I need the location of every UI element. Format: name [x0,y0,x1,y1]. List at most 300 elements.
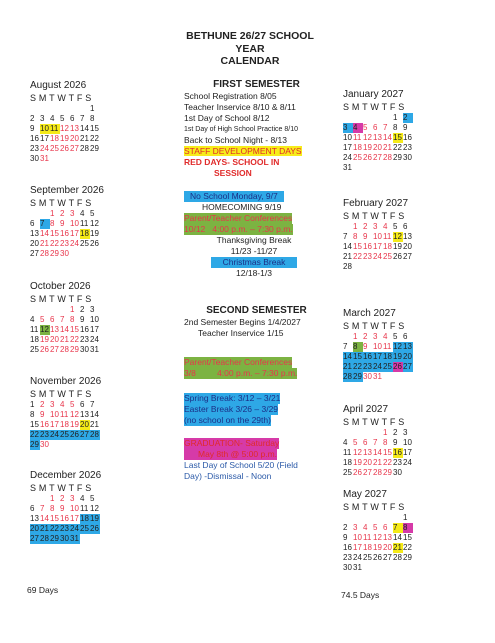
day-cell: 29 [403,553,412,562]
day-cell: 25 [80,239,89,248]
day-cell: 19 [90,229,99,238]
day-cell: 15 [90,124,99,133]
day-cell: 18 [353,143,362,152]
week-row [30,239,104,249]
day-cell: 5 [393,222,398,231]
day-cell: 28 [60,345,69,354]
week-row [30,134,100,144]
week-row [343,232,413,242]
day-cell: 20 [383,543,392,552]
second-semester-heading: SECOND SEMESTER [206,305,307,316]
day-cell: 22 [383,458,392,467]
day-cell: 18 [80,229,89,238]
day-cell: 5 [90,494,95,503]
day-cell: 13 [363,448,372,457]
day-cell: 23 [393,458,402,467]
day-cell: 14 [90,410,99,419]
day-cell: 24 [373,252,382,261]
day-cell: 4 [383,332,388,341]
day-cell: 9 [40,410,45,419]
day-cell: 13 [403,342,412,351]
day-cell: 14 [373,448,382,457]
day-cell: 25 [50,144,59,153]
day-cell: 2 [343,523,348,532]
week-row [343,372,413,382]
day-cell: 26 [60,144,69,153]
day-cell: 1 [353,222,358,231]
day-cell: 17 [353,543,362,552]
day-cell: 2 [363,332,368,341]
day-cell: 4 [383,222,388,231]
day-cell: 4 [60,400,65,409]
day-cell: 5 [363,123,368,132]
day-cell: 3 [90,305,95,314]
day-cell: 14 [80,124,89,133]
day-cell: 18 [80,514,89,523]
day-cell: 18 [383,242,392,251]
day-cell: 17 [50,420,59,429]
day-cell: 22 [90,134,99,143]
day-cell: 11 [80,219,89,228]
day-cell: 16 [403,133,412,142]
day-cell: 23 [80,335,89,344]
day-cell: 10 [403,438,412,447]
day-cell: 27 [403,252,412,261]
day-cell: 28 [80,144,89,153]
day-cell: 5 [60,114,65,123]
day-cell: 18 [30,335,39,344]
day-cell: 3 [40,114,45,123]
day-cell: 2 [60,494,65,503]
day-cell: 4 [30,315,35,324]
day-cell: 5 [40,315,45,324]
day-cell: 22 [50,239,59,248]
day-cell: 21 [60,335,69,344]
day-cell: 25 [353,153,362,162]
week-row [30,440,101,450]
day-cell: 8 [353,342,363,352]
day-cell: 6 [70,114,75,123]
day-cell: 27 [373,153,382,162]
day-cell: 2 [40,400,45,409]
day-cell: 2 [403,113,413,123]
day-cell: 17 [40,134,49,143]
week-row [30,345,100,355]
day-cell: 28 [383,153,392,162]
day-cell: 23 [343,553,352,562]
day-cell: 1 [403,513,408,522]
week-row [30,430,101,440]
day-cell: 8 [30,410,35,419]
thanksgiving-text: Thanksgiving Break [216,235,292,245]
weekday-header: S M T W T F S [30,389,92,399]
week-row [30,305,100,315]
month-january-2027 [343,88,413,173]
week-row [343,448,413,458]
week-row [343,332,413,342]
day-cell: 21 [343,362,352,371]
no-school-label: No School Monday, 9/7 [184,191,284,202]
day-cell: 7 [40,219,50,229]
day-cell: 17 [70,514,79,523]
spring-break-label: Spring Break: 3/12 – 3/21 [184,393,281,403]
day-cell: 19 [60,134,69,143]
day-cell: 22 [403,543,412,552]
week-row [30,249,104,259]
day-cell: 12 [90,504,99,513]
day-cell: 8 [393,123,398,132]
day-cell: 10 [40,124,49,133]
day-cell: 26 [393,362,402,371]
day-cell: 30 [403,153,412,162]
day-cell: 14 [383,133,392,142]
day-cell: 31 [373,372,382,381]
day-cell: 29 [90,144,99,153]
day-cell: 20 [80,420,89,429]
day-cell: 10 [343,133,352,142]
day-cell: 30 [363,372,372,381]
week-row [343,533,413,543]
day-cell: 4 [363,523,368,532]
week-row [343,342,413,352]
day-cell: 1 [90,104,95,113]
day-cell: 19 [70,420,79,429]
day-cell: 15 [393,133,402,142]
day-cell: 7 [393,523,403,533]
high-school-practice-text: 1st Day of High School Practice 8/10 [184,126,299,133]
day-cell: 2 [80,305,85,314]
day-cell: 12 [60,124,69,133]
day-cell: 16 [80,325,89,334]
day-cell: 6 [383,523,388,532]
day-cell: 25 [383,252,392,261]
week-row [343,523,413,533]
day-cell: 9 [363,342,368,351]
day-cell: 21 [393,543,402,552]
day-cell: 28 [343,372,352,381]
week-row [343,362,413,372]
day-cell: 26 [40,345,49,354]
day-cell: 23 [363,362,372,371]
day-cell: 21 [80,134,89,143]
session-label: SESSION [214,168,252,178]
conference-date-1: 10/12 4:00 p.m. – 7:30 p.m. [184,224,293,234]
month-name: April 2027 [343,404,389,415]
semester-begins-text: 2nd Semester Begins 1/4/2027 [184,317,301,327]
first-semester-heading: FIRST SEMESTER [213,79,300,90]
day-cell: 20 [373,143,382,152]
day-cell: 18 [343,458,352,467]
day-cell: 21 [40,524,49,533]
day-cell: 30 [393,468,402,477]
conference-date-2: 3/8 4:00 p.m. – 7:30 p.m. [184,368,298,378]
day-cell: 11 [343,448,352,457]
day-cell: 12 [353,448,362,457]
week-row [343,553,413,563]
no-school-29-label: (no school on the 29th) [184,415,271,425]
day-cell: 3 [403,428,408,437]
week-row [343,242,413,252]
day-cell: 22 [353,362,362,371]
day-cell: 10 [373,342,382,351]
graduation-label-1: GRADUATION- Saturday [184,438,280,448]
day-cell: 7 [80,114,85,123]
day-cell: 27 [383,553,392,562]
month-december-2026 [30,469,101,544]
day-cell: 8 [383,438,388,447]
month-september-2026 [30,184,104,259]
day-cell: 26 [90,524,99,533]
day-cell: 8 [70,315,75,324]
day-cell: 5 [90,209,95,218]
day-cell: 19 [393,242,402,251]
week-row [343,113,413,123]
day-cell: 19 [373,543,382,552]
week-row [30,534,101,544]
day-cell: 29 [393,153,402,162]
day-cell: 8 [50,504,55,513]
day-cell: 8 [403,523,413,533]
month-name: March 2027 [343,308,396,319]
day-cell: 1 [70,305,75,314]
day-cell: 24 [343,153,352,162]
day-cell: 10 [70,219,79,228]
day-cell: 6 [30,504,35,513]
calendar-title [180,30,320,68]
christmas-dates: 12/18-1/3 [236,268,272,278]
day-cell: 14 [393,533,402,542]
day-cell: 30 [80,345,89,354]
day-cell: 16 [393,448,402,457]
week-row [30,219,104,229]
day-cell: 3 [70,494,75,503]
day-cell: 13 [70,124,79,133]
week-row [343,163,413,173]
day-cell: 14 [60,325,69,334]
weekday-header: S M T W T F S [343,417,405,427]
day-cell: 17 [70,229,79,238]
day-cell: 19 [393,352,402,361]
day-cell: 9 [60,504,65,513]
day-cell: 14 [40,229,49,238]
month-october-2026 [30,280,100,355]
second-semester-days: 74.5 Days [341,590,380,600]
thanksgiving-dates: 11/23 -11/27 [230,246,278,256]
first-semester-section [184,79,339,279]
day-cell: 7 [343,232,348,241]
week-row [343,252,413,262]
title-line-2: YEAR [235,42,265,55]
week-row [30,400,101,410]
day-cell: 11 [353,133,362,142]
month-name: February 2027 [343,198,409,209]
day-cell: 23 [60,524,69,533]
day-cell: 25 [60,430,69,439]
day-cell: 12 [393,232,402,241]
day-cell: 23 [403,143,412,152]
day-cell: 11 [363,533,372,542]
homecoming-text: HOMECOMING 9/19 [202,202,282,212]
day-cell: 6 [50,315,55,324]
day-cell: 15 [403,533,412,542]
day-cell: 13 [383,533,392,542]
day-cell: 29 [50,249,59,258]
day-cell: 11 [30,325,39,334]
second-semester-section [184,305,339,482]
day-cell: 18 [50,134,59,143]
day-cell: 2 [60,209,65,218]
day-cell: 30 [343,563,352,572]
day-cell: 28 [343,262,352,271]
day-cell: 12 [373,533,382,542]
day-cell: 19 [353,458,362,467]
day-cell: 8 [353,232,358,241]
day-cell: 27 [30,249,39,258]
day-cell: 27 [70,144,79,153]
day-cell: 13 [80,410,89,419]
day-cell: 19 [363,143,372,152]
registration-text: School Registration 8/05 [184,91,277,101]
day-cell: 7 [373,438,378,447]
day-cell: 16 [343,543,352,552]
day-cell: 6 [80,400,85,409]
day-cell: 15 [30,420,39,429]
day-cell: 28 [40,249,49,258]
day-cell: 10 [90,315,99,324]
day-cell: 24 [90,335,99,344]
day-cell: 25 [30,345,39,354]
day-cell: 25 [343,468,352,477]
month-february-2027 [343,197,413,272]
day-cell: 16 [363,242,372,251]
day-cell: 6 [403,222,408,231]
day-cell: 4 [80,209,85,218]
first-day-text: 1st Day of School 8/12 [184,113,270,123]
day-cell: 15 [353,352,362,361]
day-cell: 13 [30,229,39,238]
day-cell: 26 [90,239,99,248]
week-row [343,222,413,232]
day-cell: 14 [343,242,352,251]
week-row [30,325,100,335]
day-cell: 24 [70,524,79,533]
day-cell: 31 [90,345,99,354]
week-row [30,420,101,430]
title-line-1: BETHUNE 26/27 SCHOOL [186,30,314,42]
week-row [343,153,413,163]
day-cell: 21 [40,239,49,248]
day-cell: 31 [40,154,49,163]
conference-label-1: Parent/Teacher Conferences [184,213,293,223]
day-cell: 9 [343,533,348,542]
day-cell: 3 [353,523,358,532]
day-cell: 31 [343,163,352,172]
day-cell: 15 [70,325,79,334]
day-cell: 1 [393,113,398,122]
day-cell: 24 [50,430,59,439]
day-cell: 6 [373,123,378,132]
day-cell: 13 [30,514,39,523]
week-row [343,262,413,272]
day-cell: 13 [403,232,412,241]
red-days-label: RED DAYS- SCHOOL IN [184,157,280,167]
weekday-header: S M T W T F S [30,294,92,304]
month-name: January 2027 [343,89,404,100]
day-cell: 10 [353,533,362,542]
month-march-2027 [343,307,413,382]
day-cell: 7 [343,342,348,351]
day-cell: 16 [60,514,69,523]
week-row [343,438,413,448]
first-semester-days: 69 Days [27,585,59,595]
week-row [30,209,104,219]
day-cell: 27 [80,430,89,439]
day-cell: 27 [30,534,39,543]
week-row [343,458,413,468]
teacher-inservice-text: Teacher Inservice 8/10 & 8/11 [184,102,296,112]
week-row [30,124,100,134]
day-cell: 21 [383,143,392,152]
inservice-text: Teacher Inservice 1/15 [198,328,284,338]
day-cell: 12 [90,219,99,228]
week-row [30,514,101,524]
day-cell: 16 [30,134,39,143]
weekday-header: S M T W T F S [30,93,92,103]
day-cell: 12 [363,133,372,142]
easter-break-label: Easter Break 3/26 – 3/29 [184,404,279,414]
week-row [30,229,104,239]
week-row [30,410,101,420]
day-cell: 1 [383,428,388,437]
day-cell: 27 [50,345,59,354]
month-may-2027 [343,488,413,573]
day-cell: 9 [30,124,35,133]
day-cell: 2 [363,222,368,231]
day-cell: 13 [50,325,59,334]
day-cell: 9 [393,438,398,447]
day-cell: 22 [353,252,362,261]
weekday-header: S M T W T F S [343,211,405,221]
day-cell: 20 [30,524,39,533]
day-cell: 21 [90,420,99,429]
month-name: May 2027 [343,489,387,500]
day-cell: 26 [353,468,362,477]
week-row [30,144,100,154]
last-day-text-1: Last Day of School 5/20 (Field [184,460,298,470]
day-cell: 4 [80,494,85,503]
day-cell: 15 [353,242,362,251]
weekday-header: S M T W T F S [30,483,92,493]
day-cell: 20 [70,134,79,143]
day-cell: 4 [343,438,348,447]
day-cell: 17 [343,143,352,152]
day-cell: 7 [60,315,65,324]
day-cell: 29 [30,440,39,449]
day-cell: 28 [393,553,402,562]
day-cell: 10 [50,410,59,419]
day-cell: 26 [373,553,382,562]
day-cell: 17 [373,352,382,361]
day-cell: 11 [60,410,69,419]
week-row [343,352,413,362]
staff-development-label: STAFF DEVELOPMENT DAYS [184,146,302,156]
day-cell: 9 [363,232,368,241]
day-cell: 30 [60,534,69,543]
day-cell: 26 [363,153,372,162]
day-cell: 29 [353,372,362,381]
day-cell: 5 [70,400,75,409]
week-row [30,114,100,124]
